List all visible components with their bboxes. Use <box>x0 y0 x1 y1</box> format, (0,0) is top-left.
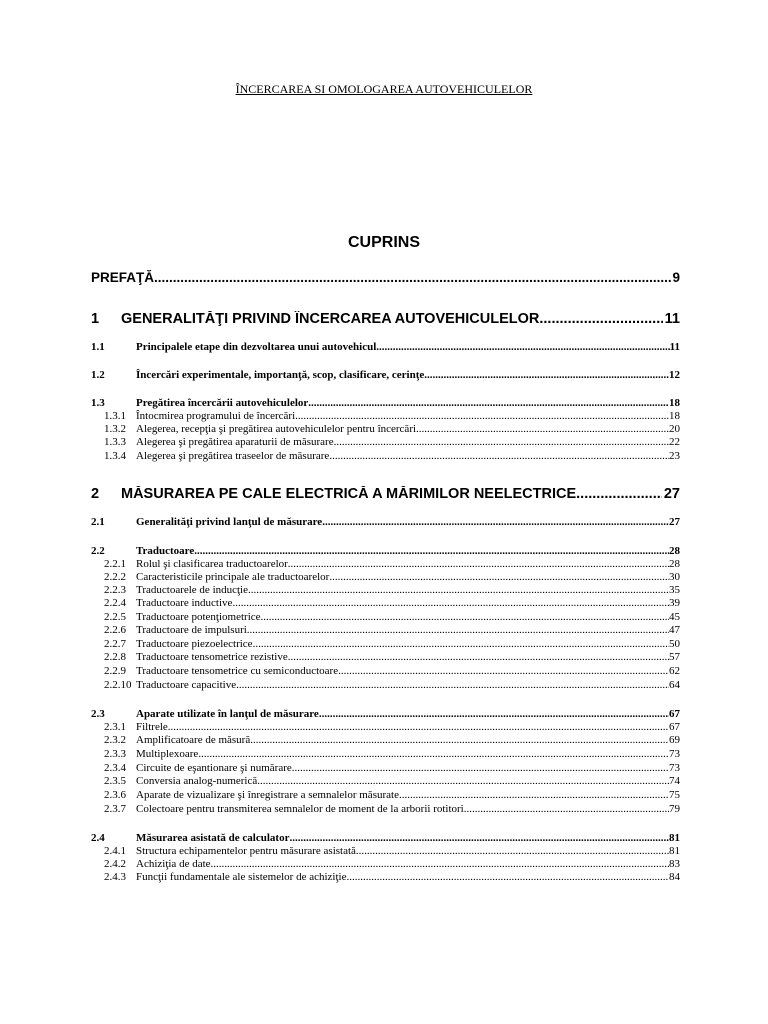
toc-entry-title: Amplificatoare de măsură <box>136 734 251 746</box>
toc-entry-sub <box>91 423 680 435</box>
toc-entry-page: 73 <box>669 748 680 760</box>
toc-entry-number: 2.2.3 <box>104 584 126 596</box>
toc-entry-page: 73 <box>669 762 680 774</box>
toc-entry-sub <box>91 436 680 448</box>
toc-entry-number: 2.3.2 <box>104 734 126 746</box>
toc-entry-title: GENERALITĂŢI PRIVIND ÎNCERCAREA AUTOVEHICULELOR <box>121 311 540 327</box>
toc-entry-title: Încercări experimentale, importanţă, scop, clasificare, cerinţe <box>136 369 425 381</box>
toc-entry-sub <box>91 721 680 733</box>
toc-entry-sub <box>91 858 680 870</box>
toc-entry-sub <box>91 597 680 609</box>
toc-entry-section <box>91 708 680 720</box>
toc-entry-title: Întocmirea programului de încercări <box>136 410 296 422</box>
toc-entry-number: 2.2.4 <box>104 597 126 609</box>
toc-dot-leader <box>236 679 669 691</box>
toc-entry-number: 1.3 <box>91 397 105 409</box>
toc-entry-page: 67 <box>669 708 680 720</box>
toc-entry-page: 11 <box>664 311 680 327</box>
toc-dot-leader <box>257 775 669 787</box>
toc-entry-number: 2.2.6 <box>104 624 126 636</box>
document-header: ÎNCERCAREA SI OMOLOGAREA AUTOVEHICULELOR <box>235 82 533 96</box>
toc-entry-page: 12 <box>669 369 680 381</box>
toc-dot-leader <box>346 871 669 883</box>
toc-entry-number: 2.3 <box>91 708 105 720</box>
toc-entry-page: 22 <box>669 436 680 448</box>
toc-entry-title: Traductoare piezoelectrice <box>136 638 253 650</box>
toc-entry-sub <box>91 571 680 583</box>
toc-entry-title: Rolul şi clasificarea traductoarelor <box>136 558 288 570</box>
toc-entry-title: Achiziţia de date <box>136 858 211 870</box>
toc-entry-number: 2.3.3 <box>104 748 126 760</box>
toc-entry-chapter <box>91 486 680 502</box>
toc-entry-number: 2.2.1 <box>104 558 126 570</box>
toc-entry-page: 27 <box>669 516 680 528</box>
toc-entry-section <box>91 832 680 844</box>
toc-entry-title: Alegerea şi pregătirea traseelor de măsurare <box>136 450 330 462</box>
toc-dot-leader <box>250 734 669 746</box>
toc-dot-leader <box>295 410 669 422</box>
toc-entry-title: Măsurarea asistată de calculator <box>136 832 290 844</box>
toc-entry-title: Pregătirea încercării autovehiculelor <box>136 397 309 409</box>
toc-entry-page: 81 <box>669 845 680 857</box>
toc-dot-leader <box>416 423 669 435</box>
toc-entry-sub <box>91 651 680 663</box>
toc-entry-page: 23 <box>669 450 680 462</box>
toc-dot-leader <box>288 651 669 663</box>
toc-entry-page: 74 <box>669 775 680 787</box>
toc-entry-number: 2.4.3 <box>104 871 126 883</box>
toc-dot-leader <box>248 584 669 596</box>
toc-entry-page: 57 <box>669 651 680 663</box>
toc-entry-page: 9 <box>672 270 680 285</box>
toc-entry-title: Colectoare pentru transmiterea semnalelor de moment de la arborii rotitori <box>136 803 464 815</box>
toc-entry-section <box>91 369 680 381</box>
toc-entry-number: 1.3.3 <box>104 436 126 448</box>
toc-entry-title: Traductoare capacitive <box>136 679 237 691</box>
toc-entry-sub <box>91 624 680 636</box>
toc-entry-number: 2.2.8 <box>104 651 126 663</box>
toc-dot-leader <box>539 311 662 327</box>
toc-entry-number: 2 <box>91 486 100 502</box>
toc-entry-page: 20 <box>669 423 680 435</box>
toc-entry-page: 75 <box>669 789 680 801</box>
toc-entry-page: 84 <box>669 871 680 883</box>
toc-entry-page: 67 <box>669 721 680 733</box>
toc-entry-sub <box>91 450 680 462</box>
toc-entry-title: Filtrele <box>136 721 168 733</box>
toc-entry-number: 2.2.2 <box>104 571 126 583</box>
toc-entry-number: 1.3.4 <box>104 450 126 462</box>
toc-entry-number: 2.3.7 <box>104 803 126 815</box>
toc-entry-number: 2.2.7 <box>104 638 126 650</box>
toc-dot-leader <box>198 748 669 760</box>
toc-dot-leader <box>322 516 669 528</box>
toc-entry-number: 2.3.5 <box>104 775 126 787</box>
toc-entry-page: 27 <box>663 486 680 502</box>
toc-dot-leader <box>232 597 669 609</box>
toc-entry-title: MĂSURAREA PE CALE ELECTRICĂ A MĂRIMILOR NEELECTRICE <box>121 486 577 502</box>
toc-dot-leader <box>576 486 662 502</box>
toc-entry-page: 79 <box>669 803 680 815</box>
toc-entry-sub <box>91 584 680 596</box>
toc-entry-title: Traductoarele de inducţie <box>136 584 248 596</box>
toc-dot-leader <box>154 270 672 285</box>
toc-entry-number: 2.4.1 <box>104 845 126 857</box>
toc-dot-leader <box>356 845 669 857</box>
toc-dot-leader <box>168 721 669 733</box>
toc-entry-number: 2.4 <box>91 832 105 844</box>
toc-entry-sub <box>91 611 680 623</box>
toc-entry-number: 1.2 <box>91 369 105 381</box>
toc-entry-section <box>91 397 680 409</box>
toc-entry-section <box>91 545 680 557</box>
toc-entry-page: 35 <box>669 584 680 596</box>
toc-entry-sub <box>91 410 680 422</box>
toc-entry-number: 1 <box>91 311 100 327</box>
toc-entry-sub <box>91 762 680 774</box>
toc-dot-leader <box>253 638 669 650</box>
toc-entry-sub <box>91 803 680 815</box>
toc-entry-number: 2.4.2 <box>104 858 126 870</box>
toc-entry-sub <box>91 748 680 760</box>
toc-entry-number: 2.1 <box>91 516 105 528</box>
toc-entry-page: 28 <box>669 545 680 557</box>
toc-entry-page: 18 <box>669 397 680 409</box>
toc-entry-chapter <box>91 311 680 327</box>
toc-entry-sub <box>91 558 680 570</box>
toc-entry-title: Traductoare <box>136 545 195 557</box>
toc-entry-section <box>91 341 680 353</box>
toc-entry-sub <box>91 845 680 857</box>
toc-entry-page: 81 <box>669 832 680 844</box>
toc-entry-sub <box>91 734 680 746</box>
toc-dot-leader <box>288 558 669 570</box>
toc-entry-title: Traductoare potenţiometrice <box>136 611 261 623</box>
toc-entry-number: 2.2.5 <box>104 611 126 623</box>
toc-dot-leader <box>338 665 669 677</box>
toc-dot-leader <box>424 369 669 381</box>
toc-entry-page: 45 <box>669 611 680 623</box>
toc-entry-title: Traductoare tensometrice cu semiconductoare <box>136 665 339 677</box>
toc-entry-sub <box>91 775 680 787</box>
toc-entry-number: 1.1 <box>91 341 105 353</box>
toc-entry-number: 1.3.2 <box>104 423 126 435</box>
toc-dot-leader <box>247 624 669 636</box>
toc-dot-leader <box>319 708 669 720</box>
toc-entry-page: 69 <box>669 734 680 746</box>
toc-entry-title: Conversia analog-numerică <box>136 775 258 787</box>
toc-entry-sub <box>91 789 680 801</box>
toc-entry-page: 18 <box>669 410 680 422</box>
toc-entry-number: 2.3.4 <box>104 762 126 774</box>
toc-entry-section <box>91 516 680 528</box>
toc-dot-leader <box>464 803 669 815</box>
toc-dot-leader <box>329 571 669 583</box>
toc-entry-sub <box>91 871 680 883</box>
toc-entry-title: Traductoare tensometrice rezistive <box>136 651 288 663</box>
toc-dot-leader <box>211 858 669 870</box>
toc-entry-title: Alegerea, recepţia şi pregătirea autovehiculelor pentru încercări <box>136 423 417 435</box>
toc-entry-page: 64 <box>669 679 680 691</box>
toc-entry-title: Alegerea şi pregătirea aparaturii de măsurare <box>136 436 334 448</box>
toc-entry-number: 1.3.1 <box>104 410 126 422</box>
toc-dot-leader <box>292 762 669 774</box>
toc-entry-sub <box>91 679 680 691</box>
toc-entry-number: 2.2.10 <box>104 679 132 691</box>
toc-entry-sub <box>91 665 680 677</box>
toc-dot-leader <box>289 832 669 844</box>
toc-entry-title: Traductoare inductive <box>136 597 233 609</box>
toc-entry-title: Multiplexoare <box>136 748 199 760</box>
toc-dot-leader <box>308 397 669 409</box>
toc-entry-title: Circuite de eşantionare şi numărare <box>136 762 292 774</box>
toc-dot-leader <box>194 545 669 557</box>
toc-entry-page: 62 <box>669 665 680 677</box>
toc-entry-page: 30 <box>669 571 680 583</box>
toc-entry-title: Aparate de vizualizare şi înregistrare a semnalelor măsurate <box>136 789 399 801</box>
toc-entry-number: 2.2 <box>91 545 105 557</box>
toc-dot-leader <box>376 341 669 353</box>
toc-entry-page: 83 <box>669 858 680 870</box>
toc-entry-page: 11 <box>669 341 680 353</box>
toc-entry-number: 2.3.6 <box>104 789 126 801</box>
toc-dot-leader <box>329 450 669 462</box>
toc-entry-preface <box>91 270 680 285</box>
toc-entry-title: Principalele etape din dezvoltarea unui autovehicul <box>136 341 377 353</box>
toc-dot-leader <box>334 436 669 448</box>
toc-dot-leader <box>261 611 669 623</box>
toc-entry-title: Traductoare de impulsuri <box>136 624 247 636</box>
toc-entry-title: Funcţii fundamentale ale sistemelor de achiziţie <box>136 871 347 883</box>
toc-entry-page: 50 <box>669 638 680 650</box>
toc-entry-page: 39 <box>669 597 680 609</box>
toc-entry-title: PREFAŢĂ <box>91 270 155 285</box>
toc-entry-page: 28 <box>669 558 680 570</box>
toc-entry-title: Caracteristicile principale ale traductoarelor <box>136 571 330 583</box>
toc-dot-leader <box>399 789 669 801</box>
toc-heading: CUPRINS <box>347 234 420 251</box>
toc-entry-sub <box>91 638 680 650</box>
toc-entry-title: Structura echipamentelor pentru măsurare asistată <box>136 845 356 857</box>
toc-entry-title: Generalităţi privind lanţul de măsurare <box>136 516 323 528</box>
toc-entry-number: 2.2.9 <box>104 665 126 677</box>
toc-entry-title: Aparate utilizate în lanţul de măsurare <box>136 708 319 720</box>
toc-entry-page: 47 <box>669 624 680 636</box>
toc-entry-number: 2.3.1 <box>104 721 126 733</box>
